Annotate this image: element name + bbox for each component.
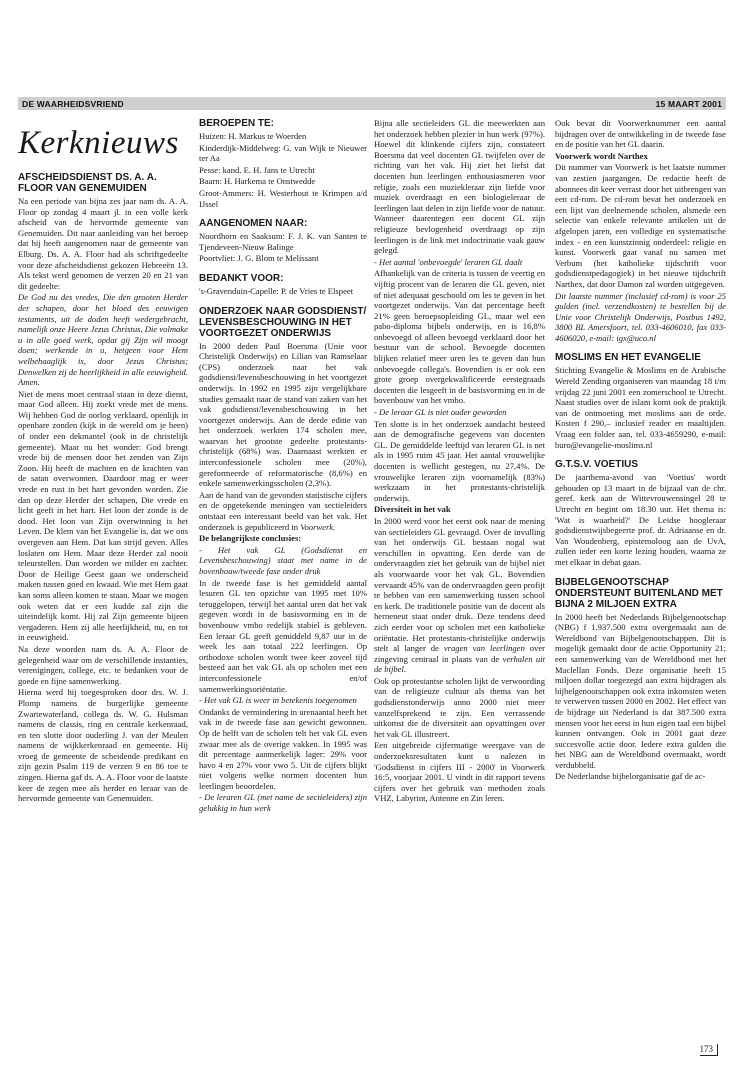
article-heading-voetius: G.T.S.V. VOETIUS <box>555 459 638 471</box>
subheading-italic: - De leraar GL is niet ouder geworden <box>374 407 507 418</box>
paragraph: In 2000 heeft het Nederlands Bijbelgenootschap (NBG) f 1.937.500 extra overgemaakt aan de Wereldbond van Bijbelgenootschappen. Dit is mogelijk gemaakt door de actie Opportunity 21; een samenwerking van de Wereldbond met het Maclellan Fonds. Deze organisatie heeft 15 miljoen dollar toegezegd aan extra bijdragen als bijbelgenootschappen ook extra inkomsten weten te verwerven tussen 2000 en 2002. Het effect van de bijdrage uit Nederland is dat 387.500 extra mensen voor het eerst in hun eigen taal een bijbel kunnen ontvangen. Ook in 2001 gaat deze succesvolle actie door. Iedere extra gulden die het NBG aan de Wereldbond overmaakt, wordt verdubbeld. <box>555 611 726 770</box>
article-heading-onderzoek: ONDERZOEK NAAR GODSDIENST/ LEVENSBESCHOUWING IN HET VOORTGEZET ONDERWIJS <box>199 305 367 339</box>
paragraph: Ten slotte is in het onderzoek aandacht besteed aan de demografische gegevens van docenten GL. De gemiddelde leeftijd van leraren GL is net als in 1995 ruim 45 jaar. Het aantal vrouwelijke docenten is wellicht gestegen, nu 27,4%. De vrouwelijke leraren zijn voornamelijk (83%) werkzaam in het protestants-christelijk onderwijs. <box>374 418 545 503</box>
list-item: Pesse: kand. E. H. Jans te Utrecht <box>199 164 315 175</box>
subheading-diversiteit: Diversiteit in het vak <box>374 504 451 515</box>
column-2 <box>199 118 367 1058</box>
article-heading-afscheidsdienst: AFSCHEIDSDIENST DS. A. A. FLOOR VAN GENEMUIDEN <box>18 172 157 194</box>
column-4 <box>555 118 726 1058</box>
paragraph: Na deze woorden nam ds. A. A. Floor de gelegenheid waar om de verschillende instanties, verenigingen, college, etc. te bedanken voor de goede en fijne samenwerking. <box>18 643 188 686</box>
subheading-narthex: Voorwerk wordt Narthex <box>555 150 648 161</box>
order-info: Dit laatste nummer (inclusief cd-rom) is voor 25 gulden (incl. verzendkosten) te bestellen bij de Unie voor Christelijk Onderwijs, Postbus 1492, 3800 BL Amersfoort, tel. 033-4606010, fax 033-4606020, e-mail: igx@uco.nl <box>555 290 726 343</box>
subheading-italic: - Het vak GL is weer in betekenis toegenomen <box>199 695 357 706</box>
publication-name: DE WAARHEIDSVRIEND <box>22 98 124 109</box>
list-item: Baarn: H. Harkema te Onstwedde <box>199 176 316 187</box>
paragraph: Stichting Evangelie & Moslims en de Arabische Wereld Zending organiseren van maandag 18 t/m vrijdag 22 juni 2001 een zomerschool te Utrecht. Naast studies over de islam komt ook de praktijk van de ontmoeting met moslims aan de orde. Kosten f 290,– inclusief reader en maaltijden. Vraag een folder aan, tel. 033-4659290, e-mail: buro@evangelie-moslims.nl <box>555 365 726 450</box>
paragraph: De Nederlandse bijbelorganisatie gaf de ac- <box>555 771 706 782</box>
list-item: Kinderdijk-Middelweg: G. van Wijk te Nieuwer ter Aa <box>199 142 367 164</box>
paragraph: Na een periode van bijna zes jaar nam ds. A. A. Floor op zondag 4 maart jl. in een volle kerk afscheid van de hervormde gemeente van Genemuiden. Dit naar aanleiding van het beroep dat hij heeft aangenomen naar de gemeente van Elburg. Ds. A. A. Floor had als schriftgedeelte voor deze afscheidsdienst gekozen Hebreeën 13. Als tekst werd genomen de verzen 20 en 21 van dit gedeelte: <box>18 196 188 291</box>
paragraph: In de tweede fase is het gemiddeld aantal lesuren GL ten opzichte van 1995 met 10% teruggelopen, terwijl het aantal uren dat het vak gegeven wordt in de basisvorming en in de bovenbouw vmbo redelijk stabiel is gebleven. Een leraar GL geeft gemiddeld 9,87 uur in de week les aan totaal 222 leerlingen. Op orthodoxe scholen wordt twee keer zoveel tijd besteed aan het vak GL als op scholen met een interconfessionele en/of samenwerkingsoriëntatie. <box>199 577 367 694</box>
subheading-italic: - De leraren GL (met name de sectieleiders) zijn gelukkig in hun werk <box>199 792 367 814</box>
article-heading-nbg: BIJBELGENOOTSCHAP ONDERSTEUNT BUITENLAND MET BIJNA 2 MILJOEN EXTRA <box>555 576 723 610</box>
paragraph: Aan de hand van de gevonden statistische cijfers en de opgetekende meningen van sectieleiders ontstaat een interessant beeld van het vak. Het onderzoek is gepubliceerd in Voorwerk. <box>199 489 367 532</box>
paragraph: Niet de mens moet centraal staan in deze dienst, maar God alleen. Hij zoekt vrede met de mens. Wij hebben God de oorlog verklaard, openlijk in openbare zonden (kijk in de wereld om je heen) of onder een dekmantel (ook in de christelijk gemeente). Maar nu het wonder: God brengt vrede bij de mensen door het zenden van Zijn Zoon. Hij heeft de machten en de krachten van de satan overwonnen. Daardoor mag er weer vrede en rust in het hart gevonden worden. Zie dan op deze Herder der schapen, Die vrede en licht geeft in het hart. Het loon der zonde is de dood. Het loon van Zijn overwinning is het Leven. De klem van het Evangelie is, dat we ons overgeven aan Hem. Dat kan strijd geven. Alles loslaten om Hem. Maar deze Herder zal nooit teleurstellen. Dan worden we milder en zachter. Door de Heilige Geest gaan we onderscheid maken tussen goed en kwaad. Wie met Hem gaat kan soms alleen komen te staan. Maar we mogen ook weten dat er een kudde zal zijn die uiteindelijk komt. Hij zal Zijn gemeente bijeen vergaderen. Hem zij alle heerlijkheid, nu, en tot in eeuwigheid. <box>18 388 188 643</box>
article-heading-moslims: MOSLIMS EN HET EVANGELIE <box>555 352 701 364</box>
subheading-conclusies: De belangrijkste conclusies: <box>199 533 302 544</box>
paragraph: In 2000 werd voor het eerst ook naar de mening van sectieleiders GL gevraagd. Over de invulling van het onderwijs GL bestaan nogal wat verschillen in opvatting. Een derde van de ondervraagden ziet het gebruik van de bijbel niet als voorwaarde voor het vak GL. Bovendien vervaardt 45% van de ondervraagden geen profijt te hebben van een samenwerking tussen school en kerk. De traditionele positie van de docent als herneneut staat onder druk. Deze tendens deed zich eerder voor op scholen met een katholieke oriëntatie. Het protestants-christelijke onderwijs stelt al langer de vragen van leerlingen over zingeving centraal in plaats van de verhalen uit de bijbel. <box>374 515 545 675</box>
section-title: Kerknieuws <box>18 125 179 161</box>
heading-aangenomen: AANGENOMEN NAAR: <box>199 218 308 230</box>
heading-bedankt: BEDANKT VOOR: <box>199 272 284 284</box>
list-item: Poortvliet: J. G. Blom te Melissant <box>199 253 319 264</box>
list-item: 's-Gravenduin-Capelle: P. de Vries te Elspeet <box>199 285 354 296</box>
paragraph: Ook op protestantse scholen lijkt de verwoording van de religieuze cultuur als thema van het godsdienstonderwijs anno 2000 niet meer vanzelfsprekend te zijn. Een verrassende uitkomst die de diversiteit aan opvattingen over het vak GL illustreert. <box>374 675 545 739</box>
column-1 <box>18 118 188 1058</box>
issue-date: 15 MAART 2001 <box>655 98 722 109</box>
list-item: Huizen: H. Markus te Woerden <box>199 131 307 141</box>
paragraph: In 2000 deden Paul Boersma (Unie voor Christelijk Onderwijs) en Lilian van Ramselaar (CPS) onderzoek naar het vak godsdienst/levensbeschouwing in het voortgezet onderwijs. In 1992 en 1995 zijn vergelijkbare studies gemaakt naar de stand van zaken van het vak godsdienst/levensbeschouwing in het voortgezet onderwijs. Aan de derde editie van het onderzoek werkten 174 scholen mee, waarvan het grootste gedeelte protestants-christelijk (68%) was. Daarnaast werkten er interconfessionele scholen mee (20%), gereformeerde of reformatorische (8,6%) en enkele samenwerkingsscholen (2,3%). <box>199 340 367 489</box>
column-3 <box>374 118 545 1058</box>
paragraph: Een uitgebreide cijfermatige weergave van de onderzoeksresultaten kunt u nalezen in 'Godsdienst in cijfers III - 2000' in Voorwerk 16:5, voorjaar 2001. U vindt in dit rapport tevens cijfers over het gebruik van methoden zoals VHZ, Labyrint, Antenne en Zin leren. <box>374 740 545 804</box>
paragraph: Ook bevat dit Voorwerknummer een aantal bijdragen over de ontwikkeling in de tweede fase en de positie van het GL daarin. <box>555 118 726 150</box>
subheading-italic: - Het aantal 'onbevoegde' leraren GL daalt <box>374 256 523 267</box>
list-item: Groot-Ammers: H. Westerhout te Krimpen a/d IJssel <box>199 187 367 209</box>
running-header <box>18 97 726 110</box>
page-number: 173 <box>700 1044 719 1056</box>
paragraph: Bijna alle sectieleiders GL die meewerkten aan het onderzoek hebben plezier in hun werk (97%). Hoewel dit klinkende cijfers zijn, constateert Boersma dat veel docenten GL twijfelen over de richting van het vak. Hij ziet het liefst dat docenten hun leerlingen enthousiasmeren voor religie, zoals een muziekleraar zijn liefde voor muziek overdraagt en een biologieleraar de leerlingen laat delen in zijn liefde voor de natuur. Wanneer daarentegen een docent GL zijn religieuze bevlogenheid overdraagt op zijn leerlingen is de link met indoctrinatie vaak gauw gelegd. <box>374 118 545 256</box>
bible-quote: De God nu des vredes, Die den grooten Herder der schapen, door het bloed des eeuwigen testaments, uit de doden heeft wedergebracht, namelijk onze Heere Jezus Christus, Die volmake u in alle goed werk, opdat gij Zijn wil moogt doen; werkende in u, hetgeen voor Hem welbehaaglijk is, door Jezus Christus; Denwelken zij de heerlijkheid in alle eeuwigheid. Amen. <box>18 292 188 388</box>
paragraph: Ondanks de vermindering in urenaantal heeft het vak in de tweede fase aan gewicht gewonnen. Op de helft van de scholen telt het vak GL even zwaar mee als de overige vakken. In 1995 was dit percentage aanmerkelijk lager: 29% voor havo 4 en 27% voor vwo 5. Uit de cijfers blijkt niet volgens welke normen docenten hun leerlingen beoordelen. <box>199 706 367 791</box>
paragraph: Hierna werd hij toegesproken door drs. W. J. Plomp namens de burgerlijke gemeente Zwartewaterland, collega ds. W. G. Hulsman namens de classis, ring en centrale kerkenraad, en ten slotte door ouderling J. van der Meulen namens de wijkkerkenraad en gemeente. Hij vroeg de gemeente de scheidende predikant en zijn gezin Psalm 119 de verzen 9 en 86 toe te zingen. Hierna gaf ds. A. A. Floor voor de laatste keer de zegen mee als herder en leraar van de hervormde gemeente van Genemuiden. <box>18 687 188 804</box>
subheading-italic: - Het vak GL (Godsdienst en Levensbeschouwing) staat met name in de bovenbouw/tweede fase onder druk <box>199 544 367 576</box>
list-item: Noordhorn en Saaksum: F. J. K. van Santen te Tjendeveen-Nieuw Balinge <box>199 231 367 252</box>
paragraph: De jaarthema-avond van 'Voetius' wordt gehouden op 13 maart in de bijzaal van de chr. geref. kerk aan de Wittevrouwensingel 28 te Utrecht en begint om 18.30 uur. Het thema is: 'Wat is waarheid?' De Leidse hoogleraar godsdienstwijsbegeerte prof. dr. Adriaanse en dr. Van Woudenberg, epistemoloog aan de UvA, zullen ieder een korte lezing houden, waarna ze met elkaar in debat gaan. <box>555 472 726 567</box>
heading-beroepen: BEROEPEN TE: <box>199 118 275 129</box>
paragraph: Dit nummer van Voorwerk is het laatste nummer van zestien jaargangen. De redactie heeft de abonnees dit keer verrast door het uitbrengen van een cd-rom. De cd-rom bevat het onderzoek en een lijst van deelnemende scholen, alsmede een selectie van enkele relevante artikelen uit de afgelopen jaren, een volledige en systematische index - en een kunstzinnig onderdeel: religie en kunst. Voorwerk gaat vanaf nu samen met Verbum (het katholieke tijdschrift voor godsdienstpedagogiek) in het nieuwe tijdschrift Narthex, dat door Damon zal worden uitgegeven. <box>555 162 726 289</box>
paragraph: Afhankelijk van de criteria is tussen de veertig en vijftig procent van de leraren die GL geven, niet of niet adequaat geschoold om les te geven in het voortgezet onderwijs. Van dat percentage heeft 21% geen beroepsopleiding GL, maar wel een pabo-diploma bijbels onderwijs, en is 16,8% onbevoegd of alleen bevoegd verklaard door het bestuur van de school. Bevoegde docenten blijken relatief meer uren les te geven dan hun onbevoegde collega's. Bovendien is er ook een grote groep overgekwalificeerde eerstegraads docenten die lesgeeft in de basisvorming en in de bovenbouw van het vmbo. <box>374 268 545 406</box>
